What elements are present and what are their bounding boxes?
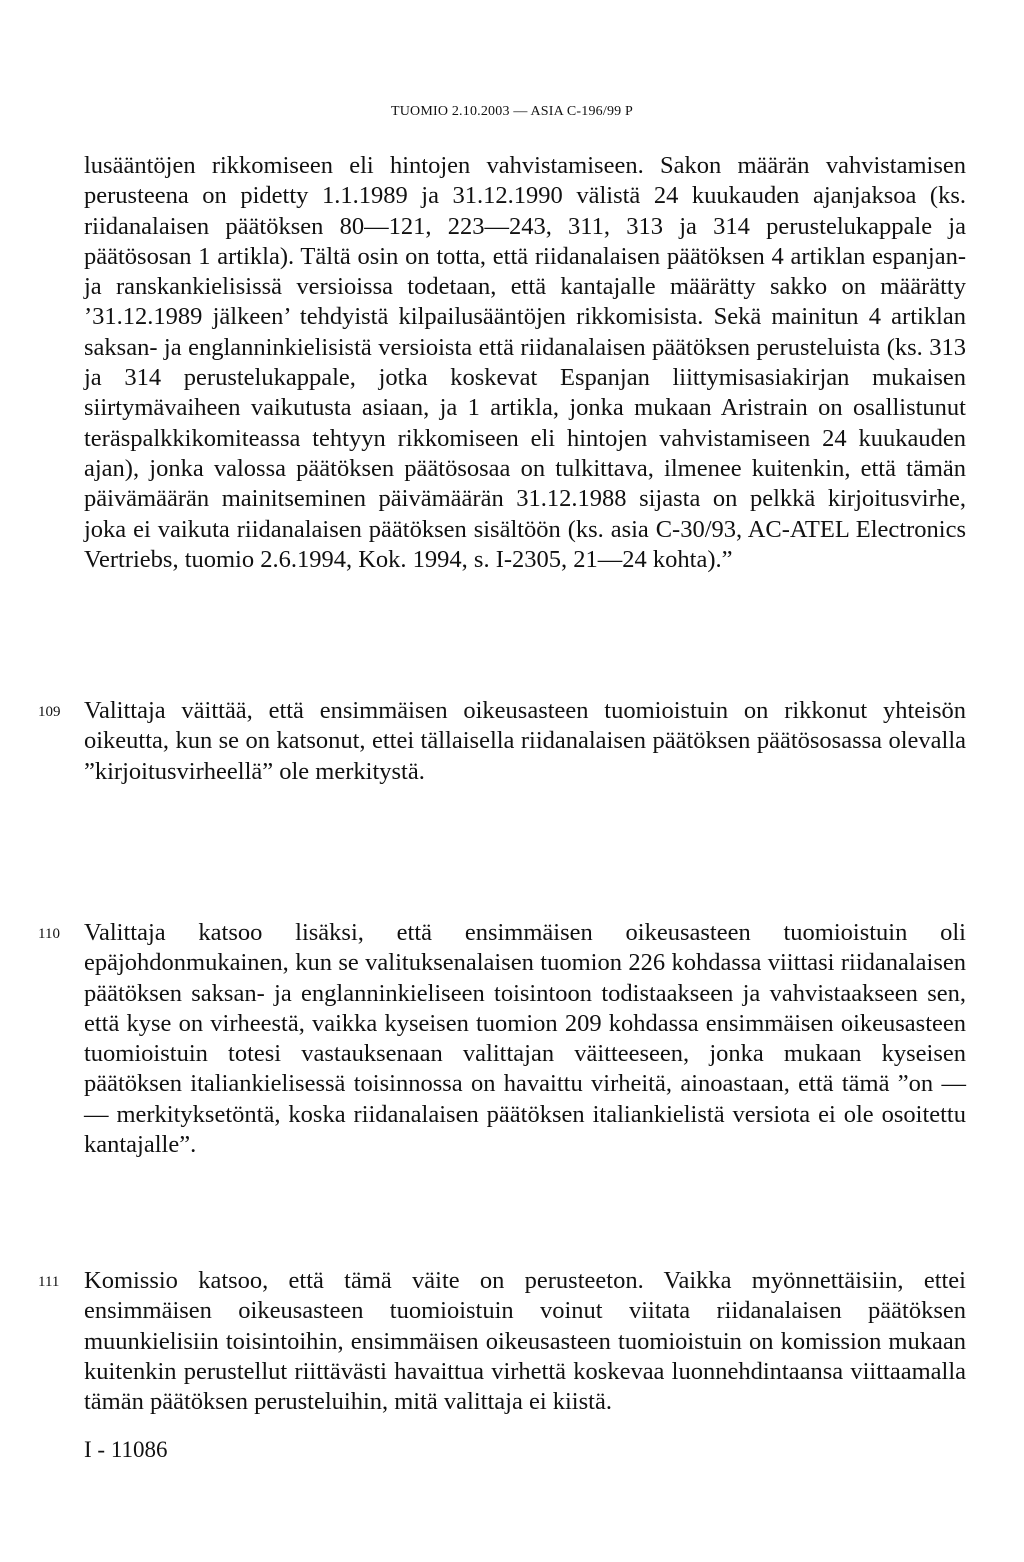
paragraph-111: [38, 1266, 966, 1417]
paragraph-number: 111: [38, 1274, 60, 1290]
paragraph-number: 110: [38, 926, 60, 942]
paragraph-text: Valittaja katsoo lisäksi, että ensimmäisen oikeusasteen tuomioistuin oli epäjohdonmukainen, kun se valituksenalaisen tuomion 226 kohdassa viittasi riidanalaisen päätöksen saksan- ja englanninkieliseen toisintoon todistaakseen ja vahvistaakseen sen, että kyse on virheestä, vaikka kyseisen tuomion 209 kohdassa ensimmäisen oikeusasteen tuomioistuin totesi vastauksenaan valittajan väitteeseen, jonka mukaan kyseisen päätöksen italiankielisessä toisinnossa on havaittu virheitä, ainoastaan, että tämä ”on — — merkityksetöntä, koska riidanalaisen päätöksen italiankielistä versiota ei ole osoitettu kantajalle”.: [84, 919, 966, 1159]
paragraph-109: [38, 696, 966, 787]
paragraph-110: [38, 918, 966, 1160]
paragraph-text: Valittaja väittää, että ensimmäisen oikeusasteen tuomioistuin on rikkonut yhteisön oikeutta, kun se on katsonut, ettei tällaisella riidanalaisen päätöksen päätösosassa olevalla ”kirjoitusvirheellä” ole merkitystä.: [84, 697, 966, 785]
paragraph-continuation: [84, 151, 966, 575]
running-header: TUOMIO 2.10.2003 — ASIA C-196/99 P: [390, 104, 634, 119]
paragraph-number: 109: [38, 704, 61, 720]
page-number: I - 11086: [84, 1437, 168, 1462]
paragraph-text: lusääntöjen rikkomiseen eli hintojen vahvistamiseen. Sakon määrän vahvistamisen perusteena on pidetty 1.1.1989 ja 31.12.1990 välistä 24 kuukauden ajanjaksoa (ks. riidanalaisen päätöksen 80—121, 223—243, 311, 313 ja 314 perustelukappale ja päätösosan 1 artikla). Tältä osin on totta, että riidanalaisen päätöksen 4 artiklan espanjan- ja ranskankielisissä versioissa todetaan, että kantajalle määrätty sakko on määrätty ’31.12.1989 jälkeen’ tehdyistä kilpailusääntöjen rikkomisista. Sekä mainitun 4 artiklan saksan- ja englanninkielisistä versioista että riidanalaisen päätöksen perusteluista (ks. 313 ja 314 perustelukappale, jotka koskevat Espanjan liittymisasiakirjan mukaisen siirtymävaiheen vaikutusta asiaan, ja 1 artikla, jonka mukaan Aristrain on osallistunut teräspalkkikomiteassa tehtyyn rikkomiseen eli hintojen vahvistamiseen 24 kuukauden ajan), jonka valossa päätöksen päätösosaa on tulkittava, ilmenee kuitenkin, että tämän päivämäärän mainitseminen päivämäärän 31.12.1988 sijasta on pelkkä kirjoitusvirhe, joka ei vaikuta riidanalaisen päätöksen sisältöön (ks. asia C-30/93, AC-ATEL Electronics Vertriebs, tuomio 2.6.1994, Kok. 1994, s. I-2305, 21—24 kohta).”: [84, 152, 966, 573]
paragraph-text: Komissio katsoo, että tämä väite on perusteeton. Vaikka myönnettäisiin, ettei ensimmäisen oikeusasteen tuomioistuin voinut viitata riidanalaisen päätöksen muunkielisiin toisintoihin, ensimmäisen oikeusasteen tuomioistuin on komission mukaan kuitenkin perustellut riittävästi havaittua virhettä koskevaa luonnehdintaansa viittaamalla tämän päätöksen perusteluihin, mitä valittaja ei kiistä.: [84, 1267, 966, 1416]
